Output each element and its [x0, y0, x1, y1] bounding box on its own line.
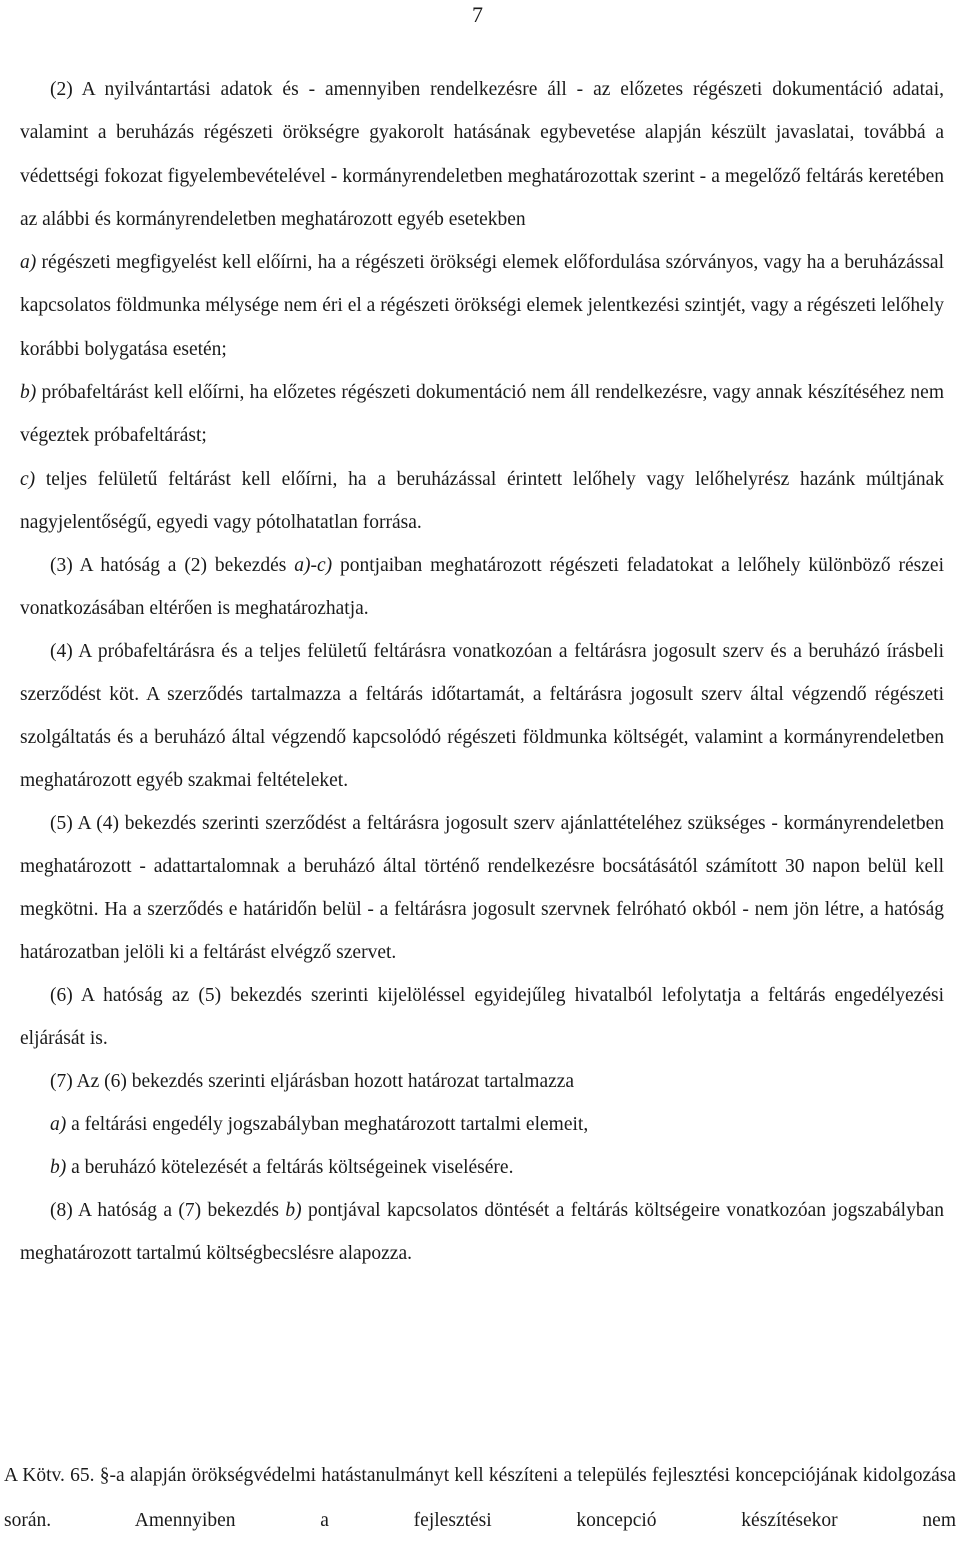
paragraph-text: pontjaiban meghatározott régészeti feladatokat a lelőhely különböző részei vonatkozásában eltérően is meghatározhatja. [20, 555, 944, 620]
paragraph-7a [20, 1103, 944, 1146]
list-marker: b) [50, 1157, 67, 1179]
paragraph-6 [20, 974, 944, 1060]
page-number: 7 [472, 2, 483, 27]
list-marker: a) [50, 1114, 67, 1136]
paragraph-text: pontjával kapcsolatos döntését a feltárás költségeire vonatkozóan jogszabályban meghatározott tartalmú költségbecslésre alapozza. [20, 1200, 944, 1265]
paragraph-text: teljes felületű feltárást kell előírni, ha a beruházással érintett lelőhely vagy lelőhelyrész hazánk múltjának nagyjelentőségű, egyedi vagy pótolhatatlan forrása. [20, 468, 944, 533]
paragraph-2c [20, 458, 944, 545]
list-marker: a) [20, 252, 37, 274]
list-marker: b) [20, 382, 37, 404]
paragraph-text: (8) A hatóság a (7) bekezdés [50, 1200, 286, 1222]
paragraph-3 [20, 544, 944, 630]
paragraph-2a [20, 241, 944, 371]
main-text [20, 68, 944, 1275]
paragraph-text: (2) A nyilvántartási adatok és - amennyiben rendelkezésre áll - az előzetes régészeti dokumentáció adatai, valamint a beruházás régészeti örökségre gyakorolt hatásának egybevetése alapján készült javaslatai, továbbá a védettségi fokozat figyelembevételével - kormányrendeletben meghatározottak szerint - a megelőző feltárás keretében az alábbi és kormányrendeletben meghatározott egyéb esetekben [20, 79, 944, 230]
list-marker: a)-c) [294, 555, 333, 577]
paragraph-text: (4) A próbafeltárásra és a teljes felületű feltárásra vonatkozóan a feltárásra jogosult szerv és a beruházó írásbeli szerződést köt. A szerződés tartalmazza a feltárás időtartamát, a feltárásra jogosult szerv által végzendő régészeti szolgáltatás és a beruházó által végzendő kapcsolódó régészeti földmunka költségét, valamint a kormányrendeletben meghatározott egyéb szakmai feltételeket. [20, 641, 944, 792]
paragraph-4 [20, 630, 944, 802]
paragraph-7 [20, 1060, 944, 1103]
paragraph-2b [20, 371, 944, 458]
paragraph-5 [20, 802, 944, 974]
list-marker: b) [285, 1200, 302, 1222]
list-marker: c) [20, 468, 36, 490]
paragraph-text: (5) A (4) bekezdés szerinti szerződést a feltárásra jogosult szerv ajánlattételéhez szükséges - kormányrendeletben meghatározott - adattartalomnak a beruházó által történő rendelkezésre bocsátásától számított 30 napon belül kell megkötni. Ha a szerződés e határidőn belül - a feltárásra jogosult szervnek felróható okból - nem jön létre, a hatóság határozatban jelöli ki a feltárást elvégző szervet. [20, 813, 944, 964]
paragraph-2 [20, 68, 944, 241]
paragraph-text: (6) A hatóság az (5) bekezdés szerinti kijelöléssel egyidejűleg hivatalból lefolytatja a feltárás engedélyezési eljárását is. [20, 985, 944, 1050]
footer-paragraph [4, 1453, 956, 1543]
paragraph-text: a feltárási engedély jogszabályban meghatározott tartalmi elemeit, [66, 1114, 589, 1136]
paragraph-text: a beruházó kötelezését a feltárás költségeinek viselésére. [66, 1157, 514, 1179]
paragraph-text: próbafeltárást kell előírni, ha előzetes régészeti dokumentáció nem áll rendelkezésre, vagy annak készítéséhez nem végeztek próbafeltárást; [20, 382, 944, 447]
paragraph-text: (3) A hatóság a (2) bekezdés [50, 555, 295, 577]
paragraph-text: (7) Az (6) bekezdés szerinti eljárásban hozott határozat tartalmazza [50, 1071, 575, 1093]
paragraph-8 [20, 1189, 944, 1275]
paragraph-7b [20, 1146, 944, 1189]
paragraph-text: A Kötv. 65. §-a alapján örökségvédelmi hatástanulmányt kell készíteni a település fejlesztési koncepciójának kidolgozása során. Amennyiben a fejlesztési koncepció készítésekor nem [4, 1465, 956, 1532]
footer-text [4, 1453, 956, 1543]
paragraph-text: régészeti megfigyelést kell előírni, ha a régészeti örökségi elemek előfordulása szórványos, vagy ha a beruházással kapcsolatos földmunka mélysége nem éri el a régészeti örökségi elemek jelentkezési szintjét, vagy a régészeti lelőhely korábbi bolygatása esetén; [20, 252, 944, 360]
